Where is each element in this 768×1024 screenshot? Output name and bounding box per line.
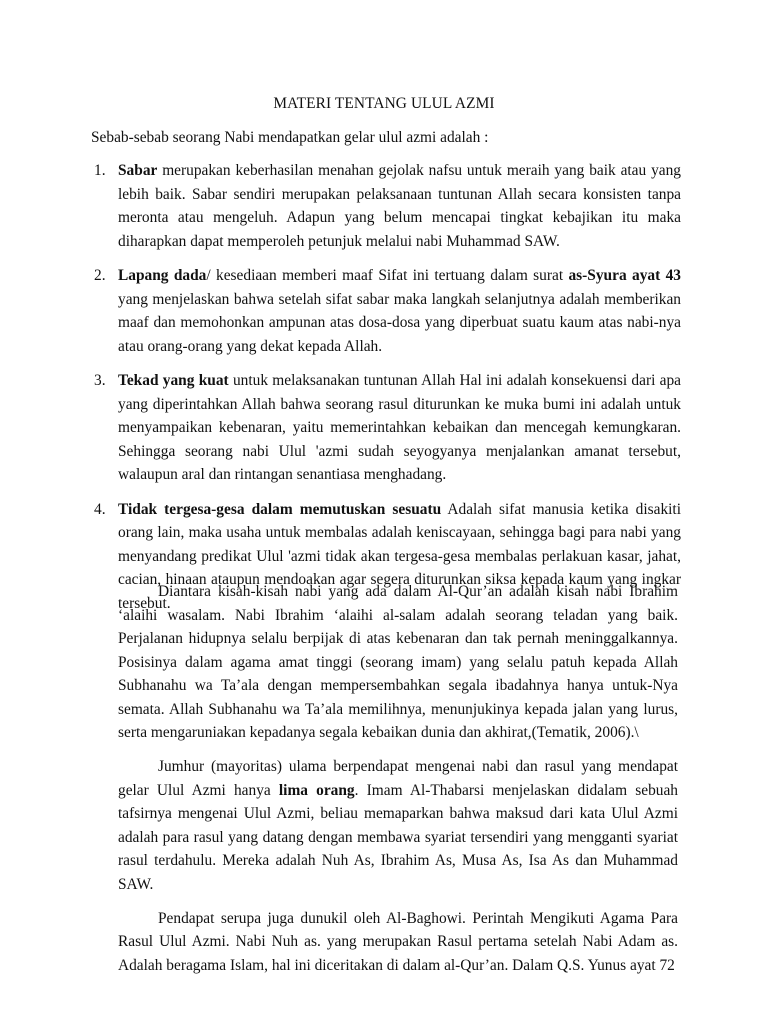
list-item bbox=[91, 264, 681, 358]
list-number: 3. bbox=[94, 372, 106, 389]
item-text: untuk melaksanakan tuntunan Allah Hal ini adalah konsekuensi dari apa yang diperintahkan Allah bahwa seorang rasul diturunkan ke muka bumi ini adalah untuk menyampaikan kebenaran, yaitu memerintahkan kebaikan dan mencegah kemungkaran. Sehingga seorang nabi Ulul 'azmi sudah seyogyanya menjalankan amanat tersebut, walaupun aral dan rintangan senantiasa menghadang. bbox=[118, 372, 681, 483]
item-term: Sabar bbox=[118, 162, 158, 179]
list-item bbox=[91, 159, 681, 253]
reasons-list bbox=[91, 159, 681, 625]
paragraph-jumhur bbox=[118, 755, 678, 896]
item-term: Lapang dada bbox=[118, 267, 207, 284]
list-number: 4. bbox=[94, 500, 106, 518]
list-item bbox=[91, 369, 681, 487]
paragraph-baghowi: Pendapat serupa juga dunukil oleh Al-Baghowi. Perintah Mengikuti Agama Para Rasul Ulul Azmi. Nabi Nuh as. yang merupakan Rasul pertama setelah Nabi Adam as. Adalah beragama Islam, hal ini diceritakan di dalam al-Qur’an. Dalam Q.S. Yunus ayat 72 bbox=[118, 909, 678, 974]
paragraph-emphasis: lima orang bbox=[278, 781, 355, 799]
body-paragraphs bbox=[118, 580, 678, 988]
paragraph-text: Jumhur (mayoritas) ulama berpendapat mengenai nabi dan rasul yang mendapat gelar Ulul Azmi hanya bbox=[118, 758, 678, 799]
document-title: MATERI TENTANG ULUL AZMI bbox=[273, 95, 495, 112]
item-term: Tidak tergesa-gesa dalam memutuskan sesuatu bbox=[118, 500, 442, 518]
paragraph-ibrahim: Diantara kisah-kisah nabi yang ada dalam Al-Qur’an adalah kisah nabi Ibrahim ‘alaihi wasalam. Nabi Ibrahim ‘alaihi al-salam adalah seorang teladan yang baik. Perjalanan hidupnya selalu berpijak di atas kebenaran dan tak pernah meninggalkannya. Posisinya dalam agama amat tinggi (seorang imam) yang selalu patuh kepada Allah Subhanahu wa Ta’ala dengan mempersembahkan segala ibadahnya hanya untuk-Nya semata. Allah Subhanahu wa Ta’ala memilihnya, menunjukinya kepada jalan yang lurus, serta mengaruniakan kepadanya segala kebaikan dunia dan akhirat,(Tematik, 2006).\ bbox=[118, 583, 678, 741]
item-text: Adalah sifat manusia ketika disakiti orang lain, maka usaha untuk membalas adalah keniscayaan, sehingga bagi para nabi yang menyandang predikat Ulul 'azmi tidak akan tergesa-gesa membalas perlakuan kasar, jahat, cacian, hinaan ataupun mendoakan agar segera diturunkan siksa kepada kaum yang ingkar tersebut. bbox=[118, 500, 681, 612]
intro-text: Sebab-sebab seorang Nabi mendapatkan gelar ulul azmi adalah : bbox=[91, 129, 489, 146]
item-text: yang menjelaskan bahwa setelah sifat sabar maka langkah selanjutnya adalah memberikan maaf dan memohonkan ampunan atas dosa-dosa yang diperbuat suatu kaum atas nabi-nya atau orang-orang yang dekat kepada Allah. bbox=[118, 290, 681, 355]
item-term: Tekad yang kuat bbox=[118, 372, 229, 389]
list-number: 1. bbox=[94, 162, 106, 179]
item-text: merupakan keberhasilan menahan gejolak nafsu untuk meraih yang baik atau yang lebih baik. Sabar sendiri merupakan pelaksanaan tuntunan Allah secara konsisten tanpa meronta atau mengeluh. Adapun yang belum mencapai tingkat kebajikan itu maka diharapkan dapat memperoleh petunjuk melalui nabi Muhammad SAW. bbox=[118, 162, 681, 250]
paragraph-text: . Imam Al-Thabarsi menjelaskan didalam sebuah tafsirnya mengenai Ulul Azmi, beliau memaparkan bahwa maksud dari kata Ulul Azmi adalah para rasul yang datang dengan membawa syariat tersendiri yang mengganti syariat rasul terdahulu. Mereka adalah Nuh As, Ibrahim As, Musa As, Isa As dan Muhammad SAW. bbox=[118, 781, 678, 893]
item-text: / kesediaan memberi maaf Sifat ini tertuang dalam surat bbox=[206, 267, 569, 284]
item-reference: as-Syura ayat 43 bbox=[568, 267, 681, 284]
list-number: 2. bbox=[94, 267, 106, 284]
